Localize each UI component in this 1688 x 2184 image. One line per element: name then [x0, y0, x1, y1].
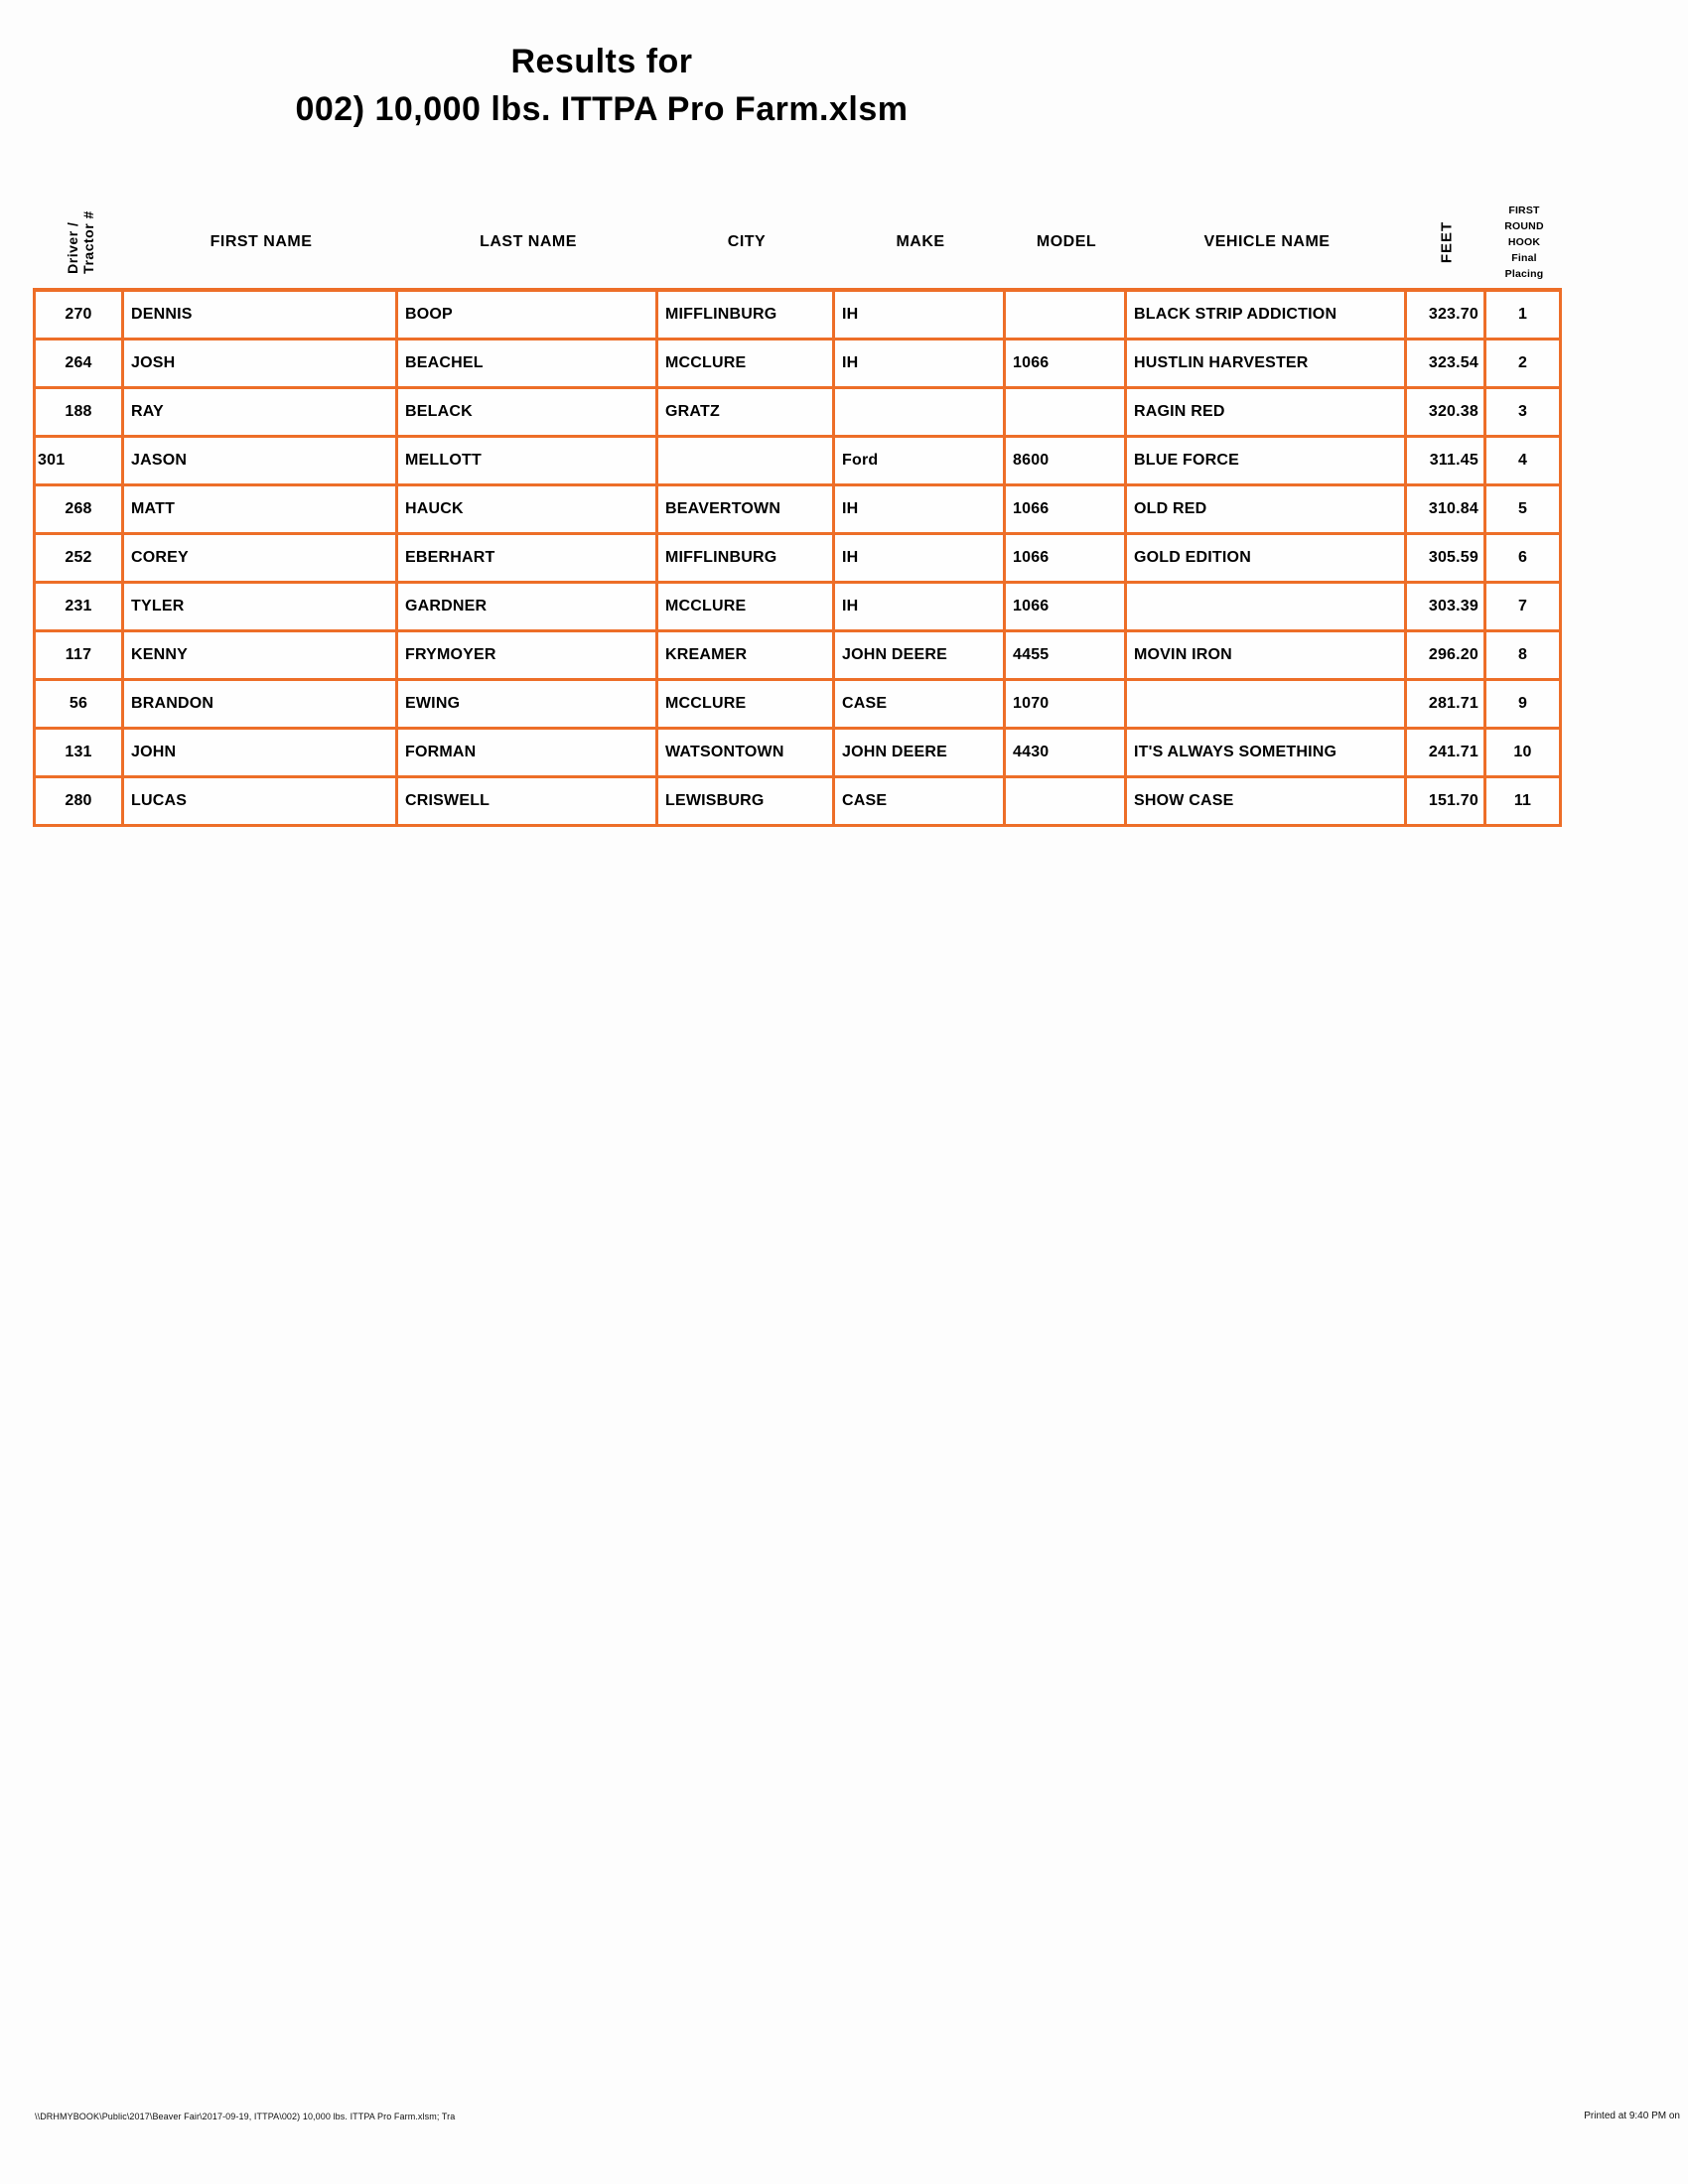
- cell-first-name: TYLER: [124, 584, 398, 632]
- cell-final-placing: 7: [1486, 584, 1562, 632]
- cell-make: Ford: [835, 438, 1006, 486]
- cell-first-name: KENNY: [124, 632, 398, 681]
- cell-last-name: BEACHEL: [398, 341, 658, 389]
- cell-model: [1006, 292, 1127, 341]
- cell-last-name: CRISWELL: [398, 778, 658, 827]
- cell-driver-tractor-number: 264: [36, 341, 124, 389]
- cell-feet: 310.84: [1407, 486, 1486, 535]
- cell-last-name: BOOP: [398, 292, 658, 341]
- driver-header-line1: Driver /: [64, 221, 80, 274]
- column-header-driver-tractor-number: [36, 197, 124, 288]
- placing-header-line: HOOK: [1507, 236, 1541, 248]
- cell-last-name: FORMAN: [398, 730, 658, 778]
- cell-final-placing: 3: [1486, 389, 1562, 438]
- cell-make: CASE: [835, 681, 1006, 730]
- cell-make: IH: [835, 486, 1006, 535]
- cell-make: CASE: [835, 778, 1006, 827]
- cell-first-name: LUCAS: [124, 778, 398, 827]
- cell-feet: 305.59: [1407, 535, 1486, 584]
- cell-city: MIFFLINBURG: [658, 292, 835, 341]
- report-title-line2: 002) 10,000 lbs. ITTPA Pro Farm.xlsm: [295, 90, 909, 128]
- cell-city: LEWISBURG: [658, 778, 835, 827]
- cell-city: MCCLURE: [658, 341, 835, 389]
- cell-model: 4455: [1006, 632, 1127, 681]
- cell-final-placing: 2: [1486, 341, 1562, 389]
- cell-driver-tractor-number: 280: [36, 778, 124, 827]
- cell-vehicle-name: IT'S ALWAYS SOMETHING: [1127, 730, 1407, 778]
- cell-city: MIFFLINBURG: [658, 535, 835, 584]
- cell-driver-tractor-number: 56: [36, 681, 124, 730]
- cell-first-name: DENNIS: [124, 292, 398, 341]
- placing-header-line: ROUND: [1504, 220, 1544, 232]
- cell-model: 8600: [1006, 438, 1127, 486]
- cell-last-name: MELLOTT: [398, 438, 658, 486]
- cell-first-name: JOHN: [124, 730, 398, 778]
- column-header-city: CITY: [727, 233, 767, 250]
- cell-city: BEAVERTOWN: [658, 486, 835, 535]
- cell-last-name: BELACK: [398, 389, 658, 438]
- cell-city: GRATZ: [658, 389, 835, 438]
- report-title-line1: Results for: [510, 43, 693, 80]
- cell-model: [1006, 778, 1127, 827]
- cell-make: IH: [835, 292, 1006, 341]
- cell-feet: 241.71: [1407, 730, 1486, 778]
- cell-driver-tractor-number: 131: [36, 730, 124, 778]
- cell-first-name: BRANDON: [124, 681, 398, 730]
- cell-feet: 281.71: [1407, 681, 1486, 730]
- placing-header-line: FIRST: [1508, 205, 1540, 216]
- cell-make: JOHN DEERE: [835, 730, 1006, 778]
- cell-vehicle-name: [1127, 584, 1407, 632]
- column-header-first-round-hook-final-placing: [1486, 197, 1562, 288]
- cell-last-name: GARDNER: [398, 584, 658, 632]
- cell-final-placing: 5: [1486, 486, 1562, 535]
- cell-city: MCCLURE: [658, 584, 835, 632]
- column-header-model: MODEL: [1036, 233, 1097, 250]
- cell-vehicle-name: GOLD EDITION: [1127, 535, 1407, 584]
- cell-first-name: MATT: [124, 486, 398, 535]
- cell-vehicle-name: RAGIN RED: [1127, 389, 1407, 438]
- cell-driver-tractor-number: 231: [36, 584, 124, 632]
- cell-last-name: HAUCK: [398, 486, 658, 535]
- cell-feet: 303.39: [1407, 584, 1486, 632]
- table-header-row: [36, 197, 1562, 288]
- cell-first-name: COREY: [124, 535, 398, 584]
- cell-model: 1066: [1006, 535, 1127, 584]
- cell-vehicle-name: MOVIN IRON: [1127, 632, 1407, 681]
- cell-model: 1066: [1006, 486, 1127, 535]
- results-table-body: [33, 288, 1562, 827]
- cell-driver-tractor-number: 252: [36, 535, 124, 584]
- cell-vehicle-name: OLD RED: [1127, 486, 1407, 535]
- column-header-make: MAKE: [896, 233, 945, 250]
- cell-make: JOHN DEERE: [835, 632, 1006, 681]
- cell-first-name: RAY: [124, 389, 398, 438]
- cell-model: 4430: [1006, 730, 1127, 778]
- cell-model: 1066: [1006, 341, 1127, 389]
- placing-header-line: Placing: [1504, 268, 1544, 280]
- cell-driver-tractor-number: 270: [36, 292, 124, 341]
- cell-make: IH: [835, 584, 1006, 632]
- cell-last-name: EBERHART: [398, 535, 658, 584]
- cell-vehicle-name: [1127, 681, 1407, 730]
- driver-header-line2: Tractor #: [79, 210, 96, 274]
- cell-final-placing: 8: [1486, 632, 1562, 681]
- cell-final-placing: 9: [1486, 681, 1562, 730]
- cell-city: [658, 438, 835, 486]
- cell-last-name: FRYMOYER: [398, 632, 658, 681]
- footer-printed-timestamp: Printed at 9:40 PM on: [1584, 2111, 1680, 2121]
- cell-feet: 296.20: [1407, 632, 1486, 681]
- cell-feet: 151.70: [1407, 778, 1486, 827]
- column-header-vehicle-name: VEHICLE NAME: [1203, 233, 1331, 250]
- cell-vehicle-name: HUSTLIN HARVESTER: [1127, 341, 1407, 389]
- cell-final-placing: 6: [1486, 535, 1562, 584]
- cell-final-placing: 11: [1486, 778, 1562, 827]
- cell-city: MCCLURE: [658, 681, 835, 730]
- cell-driver-tractor-number: 301: [36, 438, 124, 486]
- column-header-first-name: FIRST NAME: [210, 233, 313, 250]
- footer-file-path: \\DRHMYBOOK\Public\2017\Beaver Fair\2017-09-19, ITTPA\002) 10,000 lbs. ITTPA Pro Farm.xlsm; Tra: [35, 2112, 456, 2121]
- cell-final-placing: 1: [1486, 292, 1562, 341]
- cell-make: IH: [835, 535, 1006, 584]
- placing-header-line: Final: [1511, 252, 1537, 264]
- cell-make: IH: [835, 341, 1006, 389]
- cell-driver-tractor-number: 268: [36, 486, 124, 535]
- cell-driver-tractor-number: 188: [36, 389, 124, 438]
- cell-feet: 311.45: [1407, 438, 1486, 486]
- cell-city: KREAMER: [658, 632, 835, 681]
- cell-model: [1006, 389, 1127, 438]
- cell-vehicle-name: SHOW CASE: [1127, 778, 1407, 827]
- cell-vehicle-name: BLACK STRIP ADDICTION: [1127, 292, 1407, 341]
- cell-feet: 323.70: [1407, 292, 1486, 341]
- cell-model: 1066: [1006, 584, 1127, 632]
- cell-final-placing: 4: [1486, 438, 1562, 486]
- cell-make: [835, 389, 1006, 438]
- cell-last-name: EWING: [398, 681, 658, 730]
- report-title: [0, 42, 1203, 129]
- column-header-feet: FEET: [1438, 220, 1456, 264]
- cell-city: WATSONTOWN: [658, 730, 835, 778]
- cell-feet: 320.38: [1407, 389, 1486, 438]
- cell-vehicle-name: BLUE FORCE: [1127, 438, 1407, 486]
- cell-final-placing: 10: [1486, 730, 1562, 778]
- cell-driver-tractor-number: 117: [36, 632, 124, 681]
- column-header-last-name: LAST NAME: [480, 233, 577, 250]
- cell-first-name: JASON: [124, 438, 398, 486]
- cell-feet: 323.54: [1407, 341, 1486, 389]
- cell-model: 1070: [1006, 681, 1127, 730]
- cell-first-name: JOSH: [124, 341, 398, 389]
